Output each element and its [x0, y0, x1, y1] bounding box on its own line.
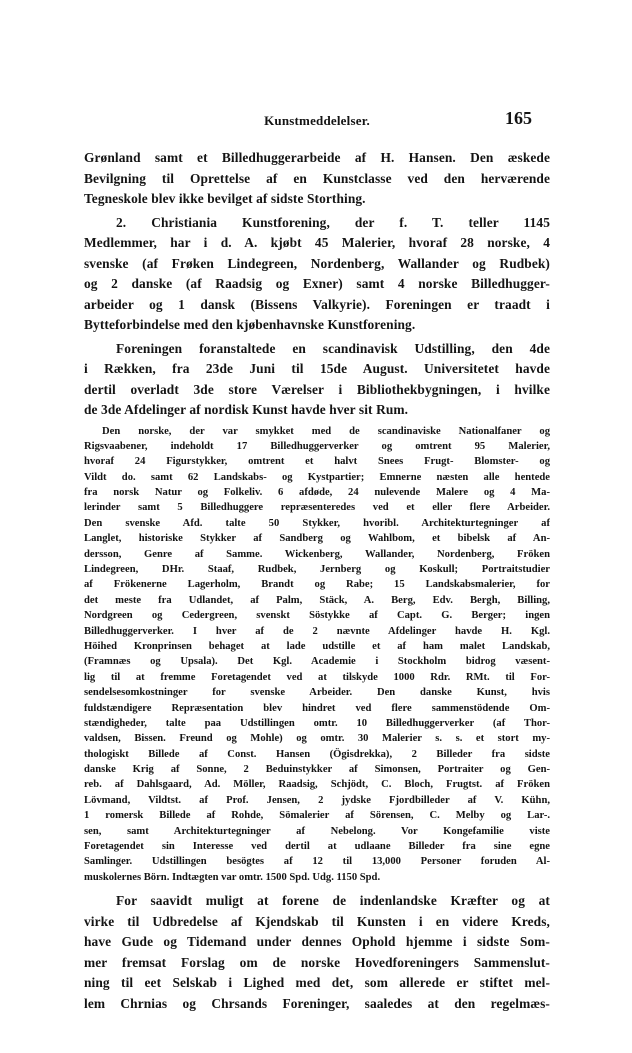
text-line: thologiskt Billede af Const. Hansen (Ögisdrekka), 2 Billeder fra sidste [84, 748, 550, 760]
text-line: i Rækken, fra 23de Juni til 15de August. Universitetet havde [84, 361, 550, 376]
text-line: mer fremsat Forslag om de norske Hovedforeningers Sammenslut- [84, 954, 550, 970]
text-line: svenske (af Frøken Lindegreen, Nordenberg, Wallander og Rudbek) [84, 255, 550, 271]
text-line: Tegneskole blev ikke bevilget af sidste Storthing. [84, 191, 366, 206]
text-line: (Framnæs og Upsala). Det Kgl. Academie i Stockholm bidrog væsent- [84, 656, 550, 668]
text-line: Lindegreen, DHr. Staaf, Rudbek, Jernberg og Koskull; Portraitstudier [84, 564, 550, 576]
text-line: Bevilgning til Oprettelse af en Kunstclasse ved den herværende [84, 170, 550, 186]
text-line: muskolernes Börn. Indtægten var omtr. 1500 Spd. Udg. 1150 Spd. [84, 871, 381, 883]
text-line: Medlemmer, har i d. A. kjøbt 45 Malerier, hvoraf 28 norske, 4 [84, 235, 550, 250]
text-line: Lövmand, Vildtst. af Prof. Jensen, 2 jydske Fjordbilleder af V. Kühn, [84, 794, 550, 806]
text-line: virke til Udbredelse af Kjendskab til Kunsten i en videre Kreds, [84, 913, 550, 929]
text-line: Höihed Kronprinsen behaget at lade udstille et af ham malet Landskab, [84, 640, 550, 652]
text-line: hvoraf 24 Figurstykker, omtrent et halvt Snees Frugt- Blomster- og [84, 456, 550, 468]
text-line: Den svenske Afd. talte 50 Stykker, hvoribl. Architekturtegninger af [84, 517, 550, 529]
text-line: arbeider og 1 dansk (Bissens Valkyrie). Foreningen er traadt i [84, 296, 550, 312]
text-line: og 2 danske (af Raadsig og Exner) samt 4 norske Billedhugger- [84, 276, 550, 291]
text-line: Bytteforbindelse med den kjøbenhavnske Kunstforening. [84, 317, 416, 332]
text-line: Nordgreen og Cedergreen, svenskt Söstykke af Capt. G. Berger; ingen [84, 610, 550, 622]
text-line: Rigsvaabener, indeholdt 17 Billedhuggerverker og omtrent 95 Malerier, [84, 440, 550, 452]
page-number: 165 [505, 108, 532, 128]
text-line: sendelsesomkostninger for svenske Arbeider. Den danske Kunst, hvis [84, 687, 550, 699]
text-line: Vildt do. samt 62 Landskabs- og Kystpartier; Emnerne næsten alle hentede [84, 471, 550, 483]
text-line: lerinder samt 5 Billedhuggere repræsenteredes ved et eller flere Arbeider. [84, 502, 550, 514]
text-line: For saavidt muligt at forene de indenlandske Kræfter og at [116, 893, 550, 909]
header-title: Kunstmeddelelser. [264, 113, 370, 128]
text-line: det meste fra Udlandet, af Palm, Stäck, A. Berg, Edv. Bergh, Billing, [84, 594, 550, 606]
text-line: dertil overladt 3de store Værelser i Bibliothekbygningen, i hvilke [84, 381, 550, 397]
paragraph-greenland [84, 148, 550, 210]
text-line: fra norsk Natur og Folkeliv. 6 afdøde, 24 nulevende Malere og 4 Ma- [84, 487, 550, 499]
paragraph-christiania-kunstforening [84, 213, 550, 336]
running-header [84, 108, 550, 130]
text-line: fuldstændigere Repræsentation blev hindret ved flere sammenstödende Om- [84, 702, 550, 714]
text-line: reb. af Dahlsgaard, Ad. Möller, Raadsig, Schjödt, C. Bloch, Frugtst. af Fröken [84, 779, 550, 791]
text-line: dersson, Genre af Samme. Wickenberg, Wallander, Nordenberg, Fröken [84, 548, 550, 560]
text-line: af Frökenerne Lagerholm, Brandt og Rabe; 15 Landskabsmalerier, for [84, 579, 550, 591]
text-line: Langlet, historiske Stykker af Sandberg og Wahlbom, et bibelsk af An- [84, 533, 550, 545]
text-line: have Gude og Tidemand under dennes Ophold hjemme i sidste Som- [84, 934, 550, 950]
text-line: valdsen, Bissen. Freund og Mohle) og omtr. 30 Malerier s. s. et stort my- [84, 733, 550, 745]
text-line: Foreningen foranstaltede en scandinavisk Udstilling, den 4de [116, 340, 550, 356]
text-line: danske Krig af Sonne, 2 Beduinstykker af Simonsen, Portraiter og Gen- [84, 764, 550, 776]
text-line: de 3de Afdelinger af nordisk Kunst havde hver sit Rum. [84, 402, 409, 417]
text-line: Foretagendet sin Interesse ved dertil at udlaane Billeder fra sine egne [84, 841, 550, 853]
text-line: ning til eet Selskab i Lighed med det, som allerede er stiftet mel- [84, 975, 550, 991]
text-line: lem Chrnias og Chrsands Foreninger, saaledes at den regelmæs- [84, 995, 550, 1011]
text-line: Grønland samt et Billedhuggerarbeide af H. Hansen. Den æskede [84, 150, 550, 165]
text-line: stændigheder, talte paa Udstillingen omtr. 10 Billedhuggerverker (af Thor- [84, 717, 550, 729]
text-line: 1 romersk Billede af Rohde, Sömalerier af Sörensen, C. Melby og Lar-. [84, 810, 550, 822]
paragraph-scandinavian-exhibition [84, 339, 550, 421]
text-line: 2. Christiania Kunstforening, der f. T. teller 1145 [116, 214, 550, 230]
page-body [84, 148, 550, 1014]
text-line: lig til at fremme Foretagendet ved at tilskyde 1000 Rdr. RMt. til For- [84, 671, 550, 683]
text-line: Samlinger. Udstillingen besögtes af 12 til 13,000 Personer foruden Al- [84, 856, 550, 868]
text-line: Billedhuggerverker. I hver af de 2 nævnte Afdelinger havde H. Kgl. [84, 625, 550, 637]
text-line: Den norske, der var smykket med de scandinaviske Nationalfaner og [102, 425, 550, 437]
text-line: sen, samt Architekturtegninger af Nebelong. Vor Kongefamilie viste [84, 825, 550, 837]
paragraph-exhibition-details [84, 424, 550, 886]
paragraph-society-proposal [84, 891, 550, 1014]
